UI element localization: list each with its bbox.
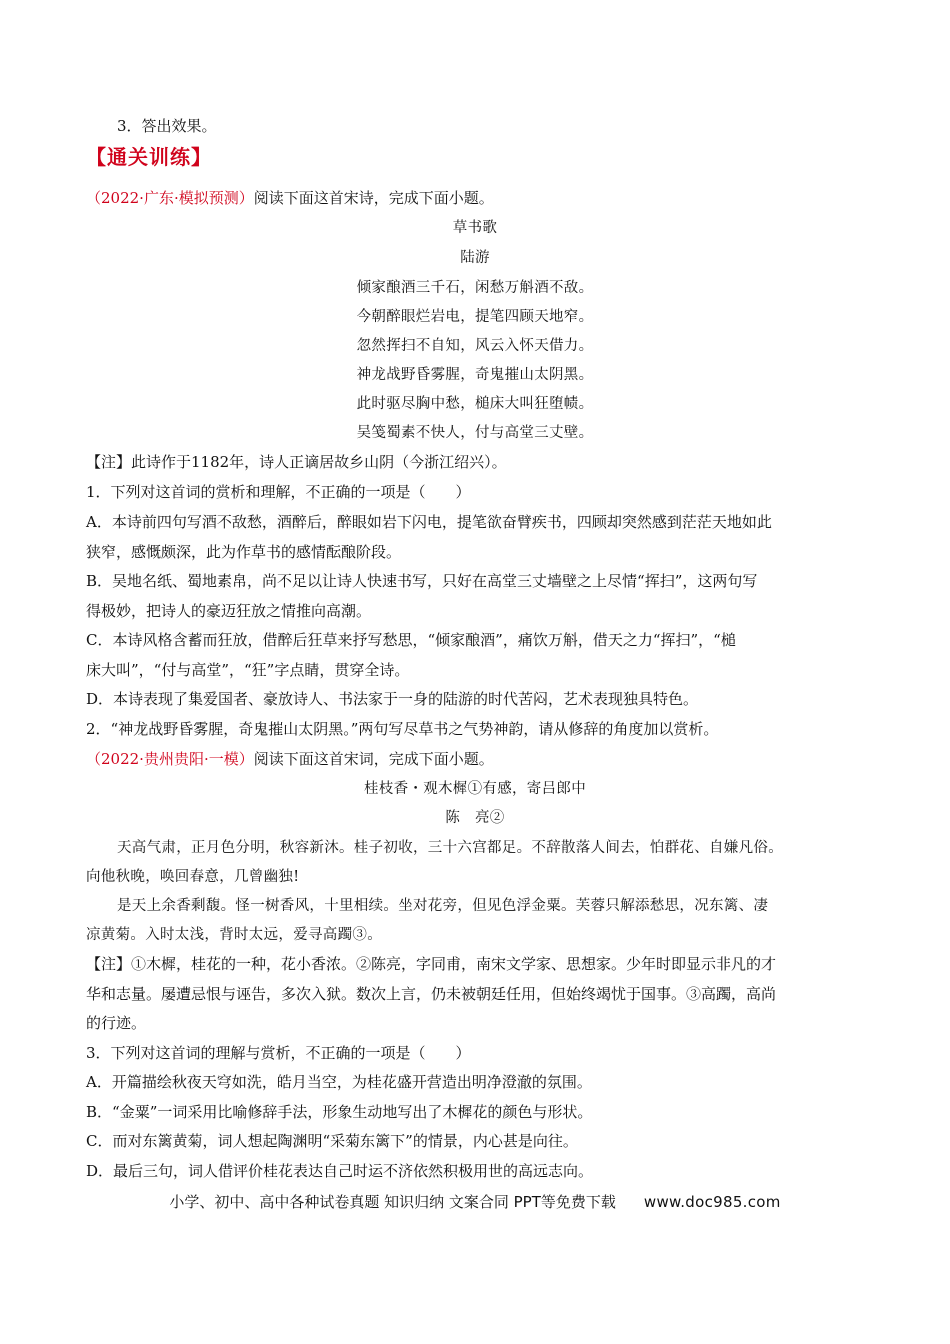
- question-1-option-b-cont: 得极妙，把诗人的豪迈狂放之情推向高潮。: [86, 602, 372, 620]
- ci-note-cont: 华和志量。屡遭忌恨与诬告，多次入狱。数次上言，仍未被朝廷任用，但始终竭忧于国事。③高躅，高尚: [86, 985, 777, 1003]
- poem-author: 陆游: [460, 250, 490, 266]
- ci-paragraph-1-cont: 向他秋晚，唤回春意，几曾幽独!: [86, 869, 300, 885]
- question-group-2-intro: [86, 749, 864, 769]
- intro-text: 阅读下面这首宋词，完成下面小题。: [253, 750, 494, 768]
- poem-note: 【注】此诗作于1182年，诗人正谪居故乡山阴（今浙江绍兴）。: [86, 453, 507, 471]
- poem-line: 倾家酿酒三千石，闲愁万斛酒不敌。: [356, 280, 594, 296]
- poem-line: 神龙战野昏雾腥，奇鬼摧山太阴黑。: [356, 367, 594, 383]
- question-1-option-c-cont: 床大叫”，“付与高堂”，“狂”字点睛，贯穿全诗。: [86, 661, 410, 679]
- source-tag: （2022·贵州贵阳·一模）: [86, 750, 254, 768]
- poem-line: 吴笺蜀素不快人，付与高堂三丈壁。: [356, 425, 594, 441]
- poem-line: 此时驱尽胸中愁，槌床大叫狂堕帻。: [356, 396, 594, 412]
- ci-note: 【注】①木樨，桂花的一种，花小香浓。②陈亮，字同甫，南宋文学家、思想家。少年时即显示非凡的才: [86, 955, 777, 973]
- question-1-option-c: C．本诗风格含蓄而狂放，借醉后狂草来抒写愁思，“倾家酿酒”，痛饮万斛，借天之力“挥扫”，“槌: [86, 631, 736, 649]
- question-3-option-c: C．而对东篱黄菊，词人想起陶渊明“采菊东篱下”的情景，内心甚是向往。: [86, 1132, 578, 1150]
- page-footer: [0, 1192, 950, 1212]
- ci-author: 陈 亮②: [445, 810, 505, 826]
- poem-line: 今朝醉眼烂岩电，提笔四顾天地窄。: [356, 309, 594, 325]
- ci-paragraph-2: 是天上余香剩馥。怪一树香风，十里相续。坐对花旁，但见色浮金粟。芙蓉只解添愁思，况东篱、凄: [117, 898, 769, 914]
- ci-title: 桂枝香・观木樨①有感，寄吕郎中: [364, 781, 586, 797]
- question-3-option-d: D．最后三句，词人借评价桂花表达自己时运不济依然积极用世的高远志向。: [86, 1162, 594, 1180]
- section-title: 【通关训练】: [86, 145, 212, 169]
- footer-text: 小学、初中、高中各种试卷真题 知识归纳 文案合同 PPT等免费下载: [169, 1193, 616, 1211]
- footer-url[interactable]: www.doc985.com: [643, 1193, 781, 1211]
- question-3-stem: 3．下列对这首词的理解与赏析，不正确的一项是（ ）: [86, 1044, 471, 1062]
- intro-text: 阅读下面这首宋诗，完成下面小题。: [253, 189, 494, 207]
- poem-line: 忽然挥扫不自知，风云入怀天借力。: [356, 338, 594, 354]
- poem-title: 草书歌: [452, 220, 498, 236]
- question-1-option-a-cont: 狭窄，感慨颇深，此为作草书的感情酝酿阶段。: [86, 543, 402, 561]
- source-tag: （2022·广东·模拟预测）: [86, 189, 254, 207]
- question-1-option-a: A．本诗前四句写酒不敌愁，酒醉后，醉眼如岩下闪电，提笔欲奋臂疾书，四顾却突然感到茫茫天地如此: [86, 513, 772, 531]
- question-2-stem: 2．“神龙战野昏雾腥，奇鬼摧山太阴黑。”两句写尽草书之气势神韵，请从修辞的角度加以赏析。: [86, 720, 719, 738]
- ci-note-cont: 的行迹。: [86, 1014, 147, 1032]
- question-3-option-b: B．“金粟”一词采用比喻修辞手法，形象生动地写出了木樨花的颜色与形状。: [86, 1103, 593, 1121]
- previous-item-text: 3．答出效果。: [117, 117, 217, 135]
- ci-paragraph-2-cont: 凉黄菊。入时太浅，背时太远，爱寻高躅③。: [86, 927, 382, 943]
- question-1-option-d: D．本诗表现了集爱国者、豪放诗人、书法家于一身的陆游的时代苦闷，艺术表现独具特色。: [86, 690, 699, 708]
- question-group-1-intro: [86, 188, 864, 208]
- question-1-stem: 1．下列对这首词的赏析和理解，不正确的一项是（ ）: [86, 483, 471, 501]
- question-1-option-b: B．吴地名纸、蜀地素帛，尚不足以让诗人快速书写，只好在高堂三丈墙壁之上尽情“挥扫”，这两句写: [86, 572, 758, 590]
- question-3-option-a: A．开篇描绘秋夜天穹如洗，皓月当空，为桂花盛开营造出明净澄澈的氛围。: [86, 1073, 592, 1091]
- ci-paragraph-1: 天高气肃，正月色分明，秋容新沐。桂子初收，三十六宫都足。不辞散落人间去，怕群花、自嫌凡俗。: [117, 840, 783, 856]
